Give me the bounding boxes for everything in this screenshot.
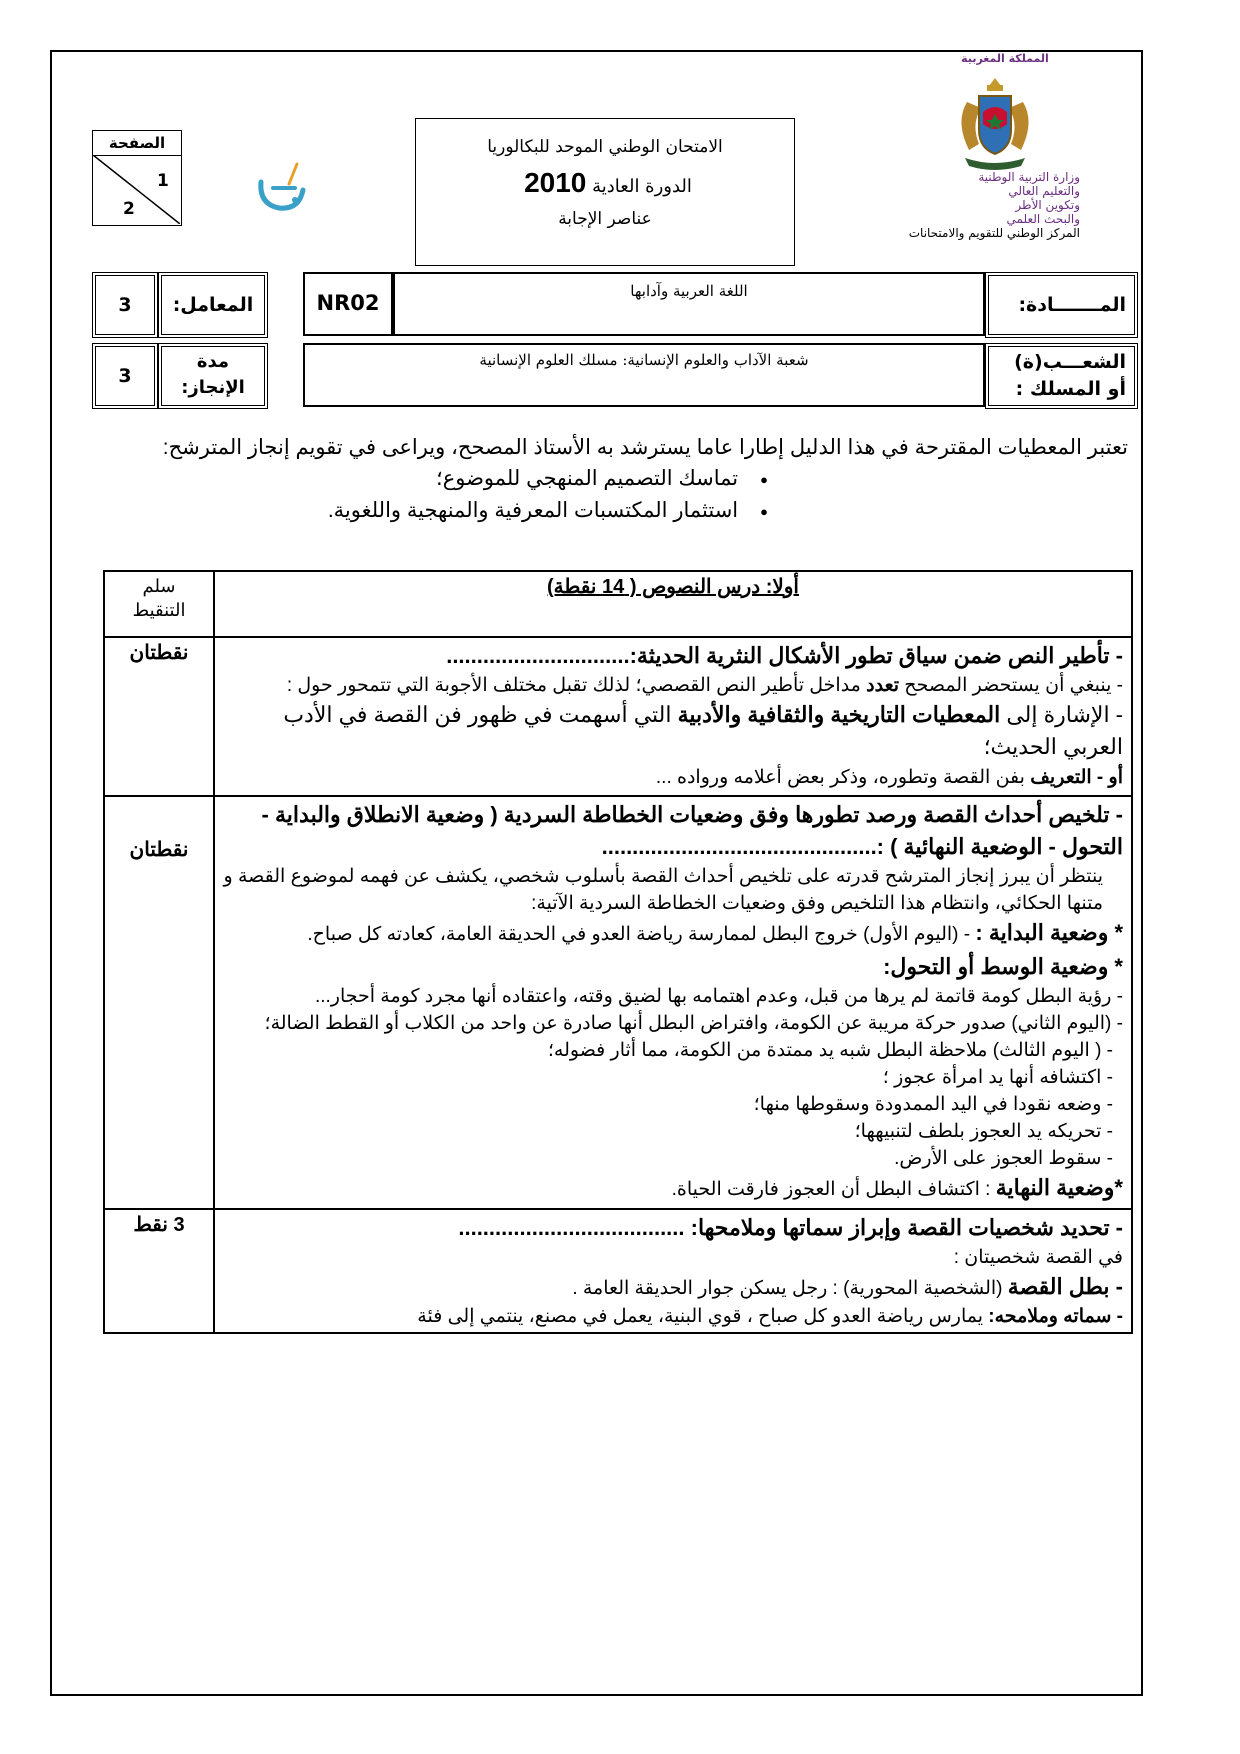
page-label: الصفحة bbox=[93, 131, 181, 156]
session-line bbox=[416, 167, 794, 199]
intro-bullets bbox=[68, 463, 1128, 527]
coef-label-cell bbox=[158, 272, 268, 338]
duration-label-1: مدة bbox=[196, 351, 230, 372]
end-situation bbox=[223, 1172, 1123, 1206]
subject-value-cell bbox=[393, 272, 985, 336]
text-span: يمارس رياضة العدو كل صباح ، قوي البنية، يعمل في مصنع، ينتمي إلى فئة bbox=[417, 1306, 989, 1327]
text-span: : اكتشاف البطل أن العجوز فارقت الحياة. bbox=[671, 1179, 996, 1200]
session-year: 2010 bbox=[524, 167, 587, 198]
text-bold: * وضعية البداية : bbox=[975, 920, 1123, 945]
score-header-1: سلم bbox=[142, 576, 176, 596]
duration-label-cell bbox=[158, 343, 268, 409]
middle-label bbox=[223, 951, 1123, 983]
middle-item: - وضعه نقودا في اليد الممدودة وسقوطها منها؛ bbox=[753, 1094, 1113, 1115]
text-bold: *وضعية النهاية bbox=[995, 1175, 1123, 1200]
ministry-line: وزارة التربية الوطنية bbox=[978, 170, 1080, 184]
table-row bbox=[104, 637, 1132, 796]
grading-table bbox=[103, 570, 1133, 1334]
row-paragraph bbox=[223, 763, 1123, 793]
table-row bbox=[104, 796, 1132, 1209]
ministry-block bbox=[890, 170, 1080, 240]
row-title: - تلخيص أحداث القصة ورصد تطورها وفق وضعيات الخطاطة السردية ( وضعية الانطلاق والبداية - التحول - الوضعية النهائية ) :............................................. bbox=[261, 802, 1123, 859]
text-span: - (اليوم الأول) خروج البطل لممارسة رياضة العدو في الحديقة العامة، كعادته كل صباح. bbox=[307, 924, 976, 945]
duration-value-cell bbox=[92, 343, 158, 409]
section-title-cell bbox=[214, 571, 1132, 637]
row-title: - تأطير النص ضمن سياق تطور الأشكال النثرية الحديثة:.............................. bbox=[446, 643, 1123, 668]
branch-value: شعبة الآداب والعلوم الإنسانية: مسلك العلوم الإنسانية bbox=[479, 351, 809, 369]
duration-value: 3 bbox=[118, 365, 132, 387]
score-header-cell bbox=[104, 571, 214, 637]
intro-bullet: ● تماسك التصميم المنهجي للموضوع؛ bbox=[68, 463, 1128, 495]
subject-label: المـــــــادة: bbox=[1018, 294, 1126, 316]
text-span: التي أسهمت في ظهور فن القصة في الأدب العربي الحديث؛ bbox=[283, 702, 1123, 759]
coef-value: 3 bbox=[118, 294, 132, 316]
text-span: - ينبغي أن يستحضر المصحح bbox=[899, 675, 1123, 696]
text-bold: تعدد bbox=[866, 675, 900, 696]
middle-item: - رؤية البطل كومة قاتمة لم يرها من قبل، وعدم اهتمامه بها لضيق وقته، واعتقاده أنها مجرد كومة أحجار... bbox=[314, 986, 1123, 1007]
coef-label: المعامل: bbox=[172, 294, 254, 316]
session-label: الدورة العادية bbox=[592, 176, 692, 197]
table-header-row bbox=[104, 571, 1132, 637]
subject-code: NR02 bbox=[316, 291, 380, 315]
text-bold: أو - التعريف bbox=[1030, 767, 1123, 788]
ministry-line: والبحث العلمي bbox=[1006, 212, 1080, 226]
ministry-line: وتكوين الأطر bbox=[1015, 198, 1080, 212]
subject-value: اللغة العربية وآدابها bbox=[630, 282, 748, 300]
traits-line bbox=[223, 1303, 1123, 1330]
middle-item: - اكتشافه أنها يد امرأة عجوز ؛ bbox=[882, 1067, 1113, 1088]
row-content bbox=[214, 796, 1132, 1209]
text-span: بفن القصة وتطوره، وذكر بعض أعلامه ورواده ... bbox=[655, 767, 1031, 788]
row-paragraph bbox=[223, 699, 1123, 763]
page-current: 1 bbox=[157, 171, 169, 191]
row-score: نقطتان bbox=[104, 637, 214, 796]
center-name: المركز الوطني للتقويم والامتحانات bbox=[908, 226, 1080, 240]
intro-text: تعتبر المعطيات المقترحة في هذا الدليل إطارا عاما يسترشد به الأستاذ المصحح، ويراعى في تقويم إنجاز المترشح: bbox=[162, 436, 1128, 459]
exam-title-box bbox=[415, 118, 795, 266]
royal-emblem-icon bbox=[945, 72, 1045, 172]
row-paragraph bbox=[223, 672, 1123, 699]
kingdom-label: المملكة المغربية bbox=[961, 52, 1049, 65]
text-bold: * وضعية الوسط أو التحول: bbox=[883, 954, 1123, 979]
row-title: - تحديد شخصيات القصة وإبراز سماتها وملامحها: ..................................... bbox=[458, 1215, 1123, 1240]
row-content bbox=[214, 1209, 1132, 1333]
middle-item: - تحريكه يد العجوز بلطف لتنبيهها؛ bbox=[854, 1121, 1113, 1142]
branch-label-1: الشعـــب(ة) bbox=[1014, 351, 1126, 373]
coef-value-cell bbox=[92, 272, 158, 338]
row-score: 3 نقط bbox=[104, 1209, 214, 1333]
code-cell bbox=[303, 272, 393, 336]
ministry-line: والتعليم العالي bbox=[1008, 184, 1080, 198]
text-span: (الشخصية المحورية) : رجل يسكن جوار الحديقة العامة . bbox=[572, 1278, 1008, 1299]
hero-line bbox=[223, 1271, 1123, 1303]
row-line: في القصة شخصيتان : bbox=[953, 1247, 1123, 1268]
subject-label-cell bbox=[985, 272, 1138, 338]
page-number-box bbox=[92, 130, 182, 226]
duration-label-2: الإنجاز: bbox=[181, 377, 245, 398]
section-title: أولا: درس النصوص ( 14 نقطة) bbox=[547, 576, 799, 598]
text-bold: المعطيات التاريخية والثقافية والأدبية bbox=[677, 702, 1001, 727]
branch-value-cell bbox=[303, 343, 985, 407]
answer-elements-label: عناصر الإجابة bbox=[558, 209, 652, 229]
intro bbox=[68, 432, 1128, 527]
row-intro: ينتظر أن يبرز إنجاز المترشح قدرته على تلخيص أحداث القصة بأسلوب شخصي، يكشف عن فهمه لموضوع القصة و متنها الحكائي، وانتظام هذا التلخيص وفق وضعيات الخطاطة السردية الآتية: bbox=[223, 866, 1103, 914]
text-bold: - سماته وملامحه: bbox=[988, 1306, 1123, 1327]
page-total: 2 bbox=[123, 199, 135, 219]
text-bold: - بطل القصة bbox=[1007, 1274, 1123, 1299]
row-score: نقطتان bbox=[104, 796, 214, 1209]
exam-title: الامتحان الوطني الموحد للبكالوريا bbox=[487, 137, 723, 157]
table-row bbox=[104, 1209, 1132, 1333]
middle-item: - (اليوم الثاني) صدور حركة مريبة عن الكومة، وافتراض البطل أنها صادرة عن واحد من الكلاب أو القطط الضالة؛ bbox=[264, 1013, 1123, 1034]
score-header-2: التنقيط bbox=[132, 600, 186, 620]
middle-item: - ( اليوم الثالث) ملاحظة البطل شبه يد ممتدة من الكومة، مما أثار فضوله؛ bbox=[547, 1040, 1113, 1061]
intro-bullet: ● استثمار المكتسبات المعرفية والمنهجية واللغوية. bbox=[68, 495, 1128, 527]
text-span: مداخل تأطير النص القصصي؛ لذلك تقبل مختلف الأجوبة التي تتمحور حول : bbox=[286, 675, 867, 696]
branch-label-cell bbox=[985, 343, 1138, 409]
middle-item: - سقوط العجوز على الأرض. bbox=[894, 1148, 1113, 1169]
branch-label-2: أو المسلك : bbox=[1015, 378, 1126, 400]
row-content bbox=[214, 637, 1132, 796]
start-situation bbox=[223, 917, 1123, 951]
evaluation-center-logo-icon bbox=[255, 160, 315, 215]
text-span: - الإشارة إلى bbox=[1000, 702, 1123, 727]
